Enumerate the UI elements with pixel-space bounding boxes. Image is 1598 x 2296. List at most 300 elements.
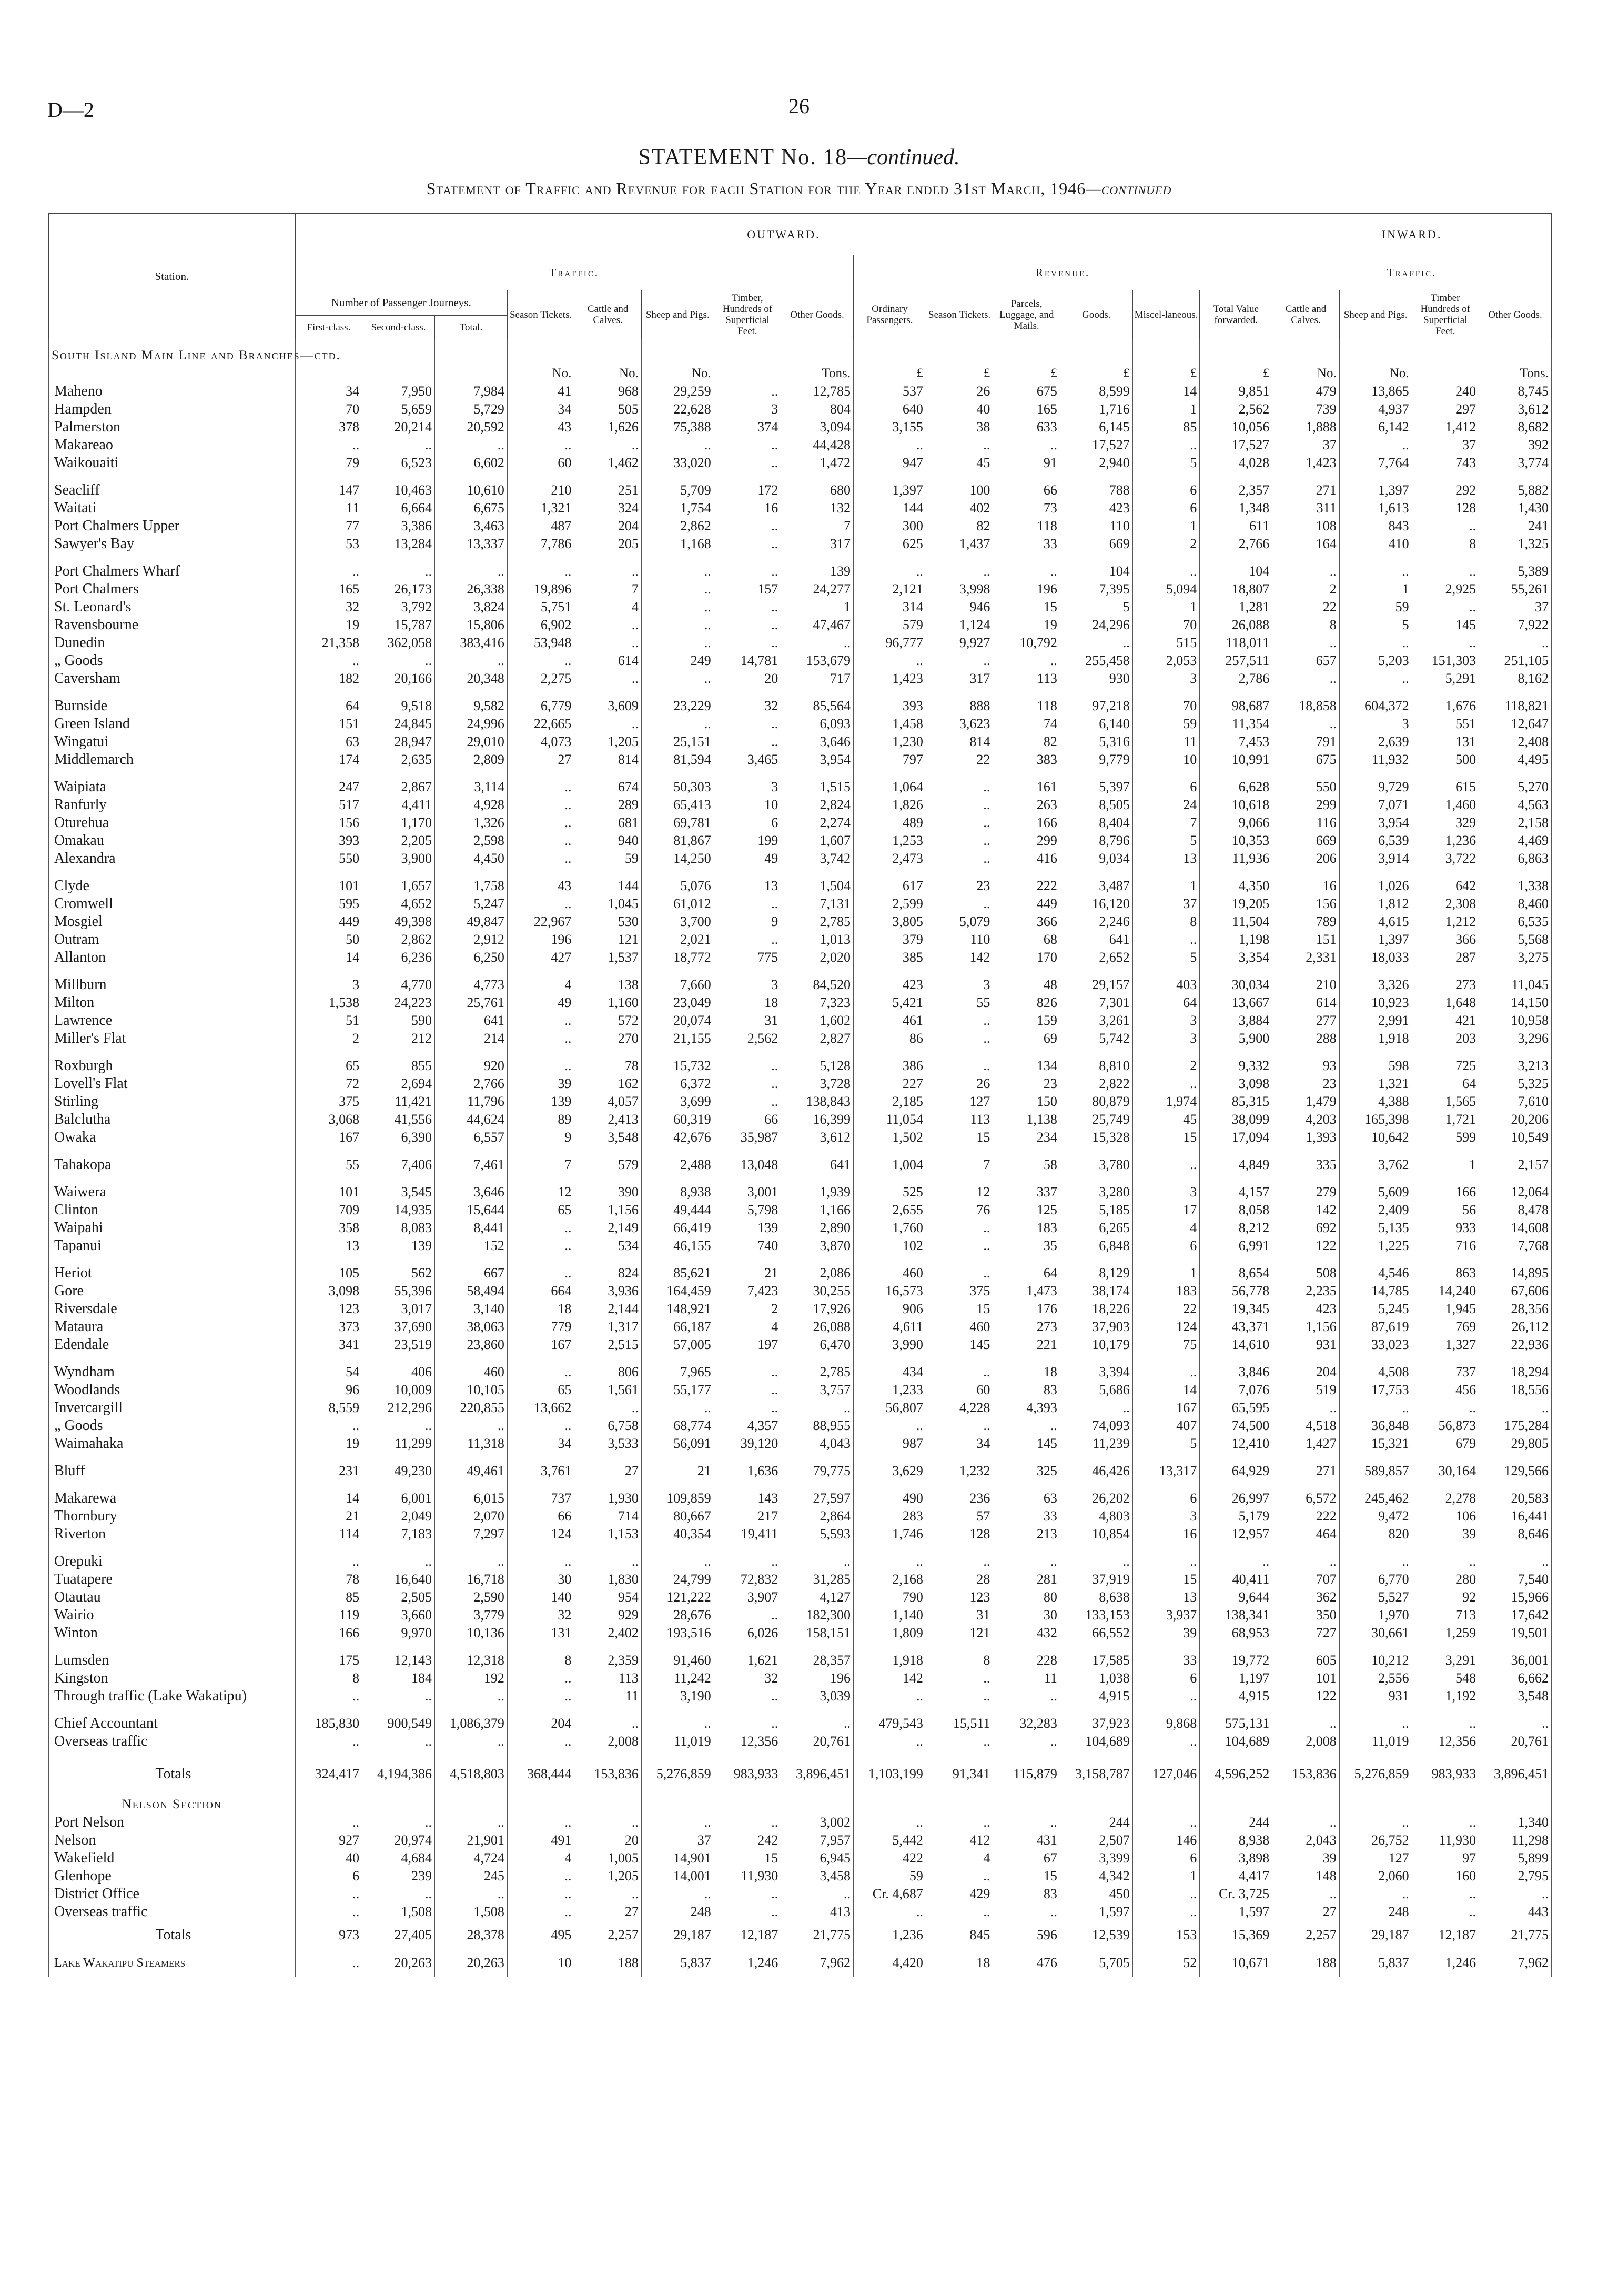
total-journeys-header: Total. [435,316,508,339]
data-cell: 3,896,451 [1479,1760,1552,1788]
data-cell: 8,745 [1479,382,1552,400]
data-cell: 7,076 [1200,1381,1272,1399]
data-cell: 32 [507,1606,574,1624]
data-cell: 70 [1132,616,1200,634]
data-cell: 7 [574,580,642,598]
data-cell: 495 [507,1921,574,1949]
data-cell: 60 [926,1381,993,1399]
station-name: Sawyer's Bay [49,535,296,553]
data-cell: 176 [993,1300,1060,1318]
data-cell: 12,318 [435,1651,508,1669]
spacer-cell [435,1705,508,1715]
data-cell: 4,518 [1272,1417,1340,1435]
data-cell: 15,787 [362,616,435,634]
data-cell: 1,607 [781,832,854,850]
data-cell: .. [574,670,642,688]
station-name: Gore [49,1282,296,1300]
data-cell: 5,709 [641,481,714,499]
station-row [49,1831,1552,1849]
data-cell: 18 [926,1949,993,1977]
station-name: Green Island [49,715,296,733]
data-cell: 920 [435,1057,508,1075]
station-row [49,1093,1552,1111]
spacer-cell [926,1255,993,1264]
data-cell: 12,410 [1200,1435,1272,1453]
data-cell: 2,864 [781,1507,854,1525]
data-cell: 128 [926,1525,993,1543]
data-cell: 6 [1132,1237,1200,1255]
data-cell: 247 [295,778,362,796]
data-cell: 25,761 [435,994,508,1012]
data-cell: 29,805 [1479,1435,1552,1453]
spacer-cell [1339,868,1412,877]
data-cell: .. [1200,1553,1272,1570]
spacer-cell [1339,1255,1412,1264]
data-cell: 19,501 [1479,1624,1552,1642]
data-cell: 11,242 [641,1669,714,1687]
data-cell: 182 [295,670,362,688]
data-cell: 26,088 [781,1318,854,1336]
station-name: Outram [49,931,296,949]
data-cell: 5,568 [1479,931,1552,949]
data-cell: 5,291 [1412,670,1479,688]
data-cell: .. [1339,1553,1412,1570]
data-cell: 617 [854,877,926,895]
data-cell: .. [926,1417,993,1435]
data-cell: 1,326 [435,814,508,832]
data-cell: 140 [507,1588,574,1606]
data-cell: 5,659 [362,400,435,418]
data-cell: 271 [1272,1462,1340,1480]
empty-cell [1060,1788,1132,1814]
first-class-header: First-class. [295,316,362,339]
station-row [49,1237,1552,1255]
station-name: Woodlands [49,1381,296,1399]
station-row [49,1903,1552,1921]
spacer-cell [49,1750,296,1760]
data-cell: .. [1339,436,1412,454]
spacer-cell [1339,1453,1412,1462]
data-cell: .. [1412,1399,1479,1417]
spacer-cell [1132,769,1200,778]
data-cell: 1,140 [854,1606,926,1624]
data-cell: .. [714,1606,781,1624]
data-cell: 432 [993,1624,1060,1642]
data-cell: 18,807 [1200,580,1272,598]
station-row [49,1867,1552,1885]
spacer-cell [295,688,362,697]
data-cell: 769 [1412,1318,1479,1336]
unit-label: £ [854,365,926,382]
data-cell: 779 [507,1318,574,1336]
data-cell: 13,048 [714,1156,781,1174]
data-cell: 1,538 [295,994,362,1012]
data-cell: .. [1060,634,1132,652]
data-cell: .. [714,1687,781,1705]
data-cell: .. [574,1715,642,1733]
data-cell: 5,270 [1479,778,1552,796]
data-cell: 9,970 [362,1624,435,1642]
data-cell: 30,661 [1339,1624,1412,1642]
data-cell: 789 [1272,913,1340,931]
data-cell: .. [1272,670,1340,688]
data-cell: 123 [295,1300,362,1318]
data-cell: 248 [641,1903,714,1921]
data-cell: 241 [1479,517,1552,535]
spacer-cell [854,688,926,697]
data-cell: 75 [1132,1336,1200,1354]
data-cell: 101 [1272,1669,1340,1687]
data-cell: 97 [1412,1849,1479,1867]
spacer-cell [926,1048,993,1057]
data-cell: .. [854,1903,926,1921]
empty-cell [1339,1788,1412,1814]
data-cell: 56 [1412,1201,1479,1219]
data-cell: .. [574,436,642,454]
station-row [49,715,1552,733]
data-cell: .. [926,895,993,913]
data-cell: 7,962 [781,1949,854,1977]
data-cell: 8,404 [1060,814,1132,832]
data-cell: 222 [1272,1507,1340,1525]
data-cell: 11,930 [1412,1831,1479,1849]
data-cell: .. [1339,1715,1412,1733]
data-cell: 10,958 [1479,1012,1552,1030]
station-row [49,634,1552,652]
station-name: Chief Accountant [49,1715,296,1733]
data-cell: 5,247 [435,895,508,913]
data-cell: 4 [507,976,574,994]
data-cell: 674 [574,778,642,796]
station-row [49,1715,1552,1733]
table-header [49,214,1552,339]
data-cell: 1,393 [1272,1129,1340,1146]
spacer-cell [507,1543,574,1553]
data-cell: .. [362,1885,435,1903]
data-cell: 3,780 [1060,1156,1132,1174]
data-cell: 3,094 [781,418,854,436]
station-name: Roxburgh [49,1057,296,1075]
data-cell: 4,157 [1200,1183,1272,1201]
data-cell: 4,915 [1200,1687,1272,1705]
data-cell: 110 [926,931,993,949]
unit-label: No. [574,365,642,382]
data-cell: 14,935 [362,1201,435,1219]
data-cell: 287 [1412,949,1479,966]
data-cell: .. [1272,1885,1340,1903]
spacer-cell [574,1480,642,1489]
data-cell: 1,918 [854,1651,926,1669]
data-cell: 3,399 [1060,1849,1132,1867]
data-cell: 5 [1339,616,1412,634]
data-cell: 449 [993,895,1060,913]
data-cell: 2,827 [781,1030,854,1048]
station-name: Thornbury [49,1507,296,1525]
data-cell: 148,921 [641,1300,714,1318]
data-cell: .. [641,1553,714,1570]
station-name: Clyde [49,877,296,895]
data-cell: 25,151 [641,733,714,751]
data-cell: 337 [993,1183,1060,1201]
data-cell: 47,467 [781,616,854,634]
data-cell: 34 [507,400,574,418]
station-row [49,454,1552,472]
data-cell: 2,639 [1339,733,1412,751]
data-cell: 8,460 [1479,895,1552,913]
data-cell: .. [362,1553,435,1570]
data-cell: 85 [1132,418,1200,436]
data-cell: 14,240 [1412,1282,1479,1300]
data-cell: 23 [926,877,993,895]
data-cell: 2,308 [1412,895,1479,913]
spacer-cell [781,966,854,976]
station-row [49,418,1552,436]
data-cell: .. [507,1237,574,1255]
data-cell: 1,156 [1272,1318,1340,1336]
data-cell: .. [507,850,574,868]
spacer-cell [1412,966,1479,976]
data-cell: 3,870 [781,1237,854,1255]
spacer-cell [993,868,1060,877]
data-cell: 4,411 [362,796,435,814]
data-cell: 714 [574,1507,642,1525]
data-cell: 7,965 [641,1363,714,1381]
data-cell: 14,608 [1479,1219,1552,1237]
data-cell: 33,020 [641,454,714,472]
data-cell: .. [714,382,781,400]
data-cell: .. [1479,1715,1552,1733]
data-cell: 210 [507,481,574,499]
data-cell: 26,202 [1060,1489,1132,1507]
data-cell: 5,705 [1060,1949,1132,1977]
data-cell: 3,722 [1412,850,1479,868]
data-cell: 13,337 [435,535,508,553]
data-cell: 148 [1272,1867,1340,1885]
data-cell: .. [1339,1814,1412,1831]
data-cell: 5,609 [1339,1183,1412,1201]
data-cell: 66 [993,481,1060,499]
spacer-cell [1272,1354,1340,1363]
empty-cell [1200,339,1272,365]
spacer-cell [1339,1705,1412,1715]
data-cell: 4,073 [507,733,574,751]
data-cell: 6,142 [1339,418,1412,436]
outward-header: OUTWARD. [295,214,1272,255]
station-row [49,670,1552,688]
data-cell: 7 [507,1156,574,1174]
data-cell: 2,257 [1272,1921,1340,1949]
data-cell: 13,667 [1200,994,1272,1012]
data-cell: 968 [574,382,642,400]
data-cell: .. [1132,1733,1200,1750]
data-cell: 1,246 [714,1949,781,1977]
data-cell: 185,830 [295,1715,362,1733]
data-cell: 44,624 [435,1111,508,1129]
data-cell: 461 [854,1012,926,1030]
spacer-cell [49,1705,296,1715]
data-cell: 3,326 [1339,976,1412,994]
data-cell: 19,205 [1200,895,1272,913]
data-cell: 26,173 [362,580,435,598]
data-cell: .. [362,562,435,580]
data-cell: 49,444 [641,1201,714,1219]
spacer-cell [926,472,993,481]
data-cell: 4 [1132,1219,1200,1237]
data-cell: 245 [435,1867,508,1885]
spacer-cell [993,1543,1060,1553]
data-cell: 72 [295,1075,362,1093]
spacer-cell [435,1642,508,1651]
station-row [49,976,1552,994]
data-cell: 142 [1272,1201,1340,1219]
data-cell: 255,458 [1060,652,1132,670]
data-cell: 1,760 [854,1219,926,1237]
spacer-cell [49,1642,296,1651]
data-cell: 548 [1412,1669,1479,1687]
data-cell: 3,774 [1479,454,1552,472]
data-cell: .. [714,1885,781,1903]
spacer-row [49,769,1552,778]
data-cell: 14,785 [1339,1282,1412,1300]
spacer-cell [641,1705,714,1715]
data-cell: 20,583 [1479,1489,1552,1507]
data-cell: 242 [714,1831,781,1849]
spacer-cell [1412,868,1479,877]
spacer-cell [714,553,781,562]
data-cell: 204 [1272,1363,1340,1381]
data-cell: 170 [993,949,1060,966]
data-cell: .. [714,535,781,553]
empty-cell [854,339,926,365]
spacer-cell [1479,1255,1552,1264]
spacer-cell [49,1354,296,1363]
data-cell: .. [295,1417,362,1435]
spacer-cell [1132,688,1200,697]
empty-cell [714,1788,781,1814]
data-cell: 19 [295,1435,362,1453]
data-cell: 88,955 [781,1417,854,1435]
data-cell: 124 [507,1525,574,1543]
data-cell: 83 [993,1381,1060,1399]
data-cell: 490 [854,1489,926,1507]
spacer-row [49,1453,1552,1462]
spacer-cell [507,1146,574,1156]
data-cell: .. [507,436,574,454]
data-cell: 6,470 [781,1336,854,1354]
data-cell: .. [714,616,781,634]
station-name: Mataura [49,1318,296,1336]
data-cell: 204 [507,1715,574,1733]
data-cell: 2,890 [781,1219,854,1237]
data-cell: 487 [507,517,574,535]
data-cell: 28 [926,1570,993,1588]
spacer-cell [781,1453,854,1462]
data-cell: 249 [641,652,714,670]
spacer-row [49,1174,1552,1183]
data-cell: 5,442 [854,1831,926,1849]
data-cell: .. [574,634,642,652]
data-cell: 2,049 [362,1507,435,1525]
spacer-row [49,553,1552,562]
data-cell: 11,299 [362,1435,435,1453]
data-cell: 22 [926,751,993,769]
data-cell: .. [1479,1399,1552,1417]
data-cell: 17,642 [1479,1606,1552,1624]
data-cell: .. [1132,1363,1200,1381]
data-cell: 5,135 [1339,1219,1412,1237]
data-cell: 157 [714,580,781,598]
data-cell: 2,599 [854,895,926,913]
spacer-row [49,1642,1552,1651]
data-cell: 26,752 [1339,1831,1412,1849]
data-cell: 3,291 [1412,1651,1479,1669]
data-cell: 64 [295,697,362,715]
spacer-cell [641,1354,714,1363]
station-row [49,832,1552,850]
spacer-cell [1272,1174,1340,1183]
data-cell: 100 [926,481,993,499]
data-cell: 525 [854,1183,926,1201]
data-cell: 1,412 [1412,418,1479,436]
data-cell: 17,527 [1200,436,1272,454]
data-cell: 422 [854,1849,926,1867]
spacer-cell [1200,1480,1272,1489]
data-cell: 641 [1060,931,1132,949]
data-cell: 1,397 [1339,931,1412,949]
station-row [49,877,1552,895]
data-cell: 36,001 [1479,1651,1552,1669]
data-cell: 83 [993,1885,1060,1903]
data-cell: 6,535 [1479,913,1552,931]
data-cell: 3,001 [714,1183,781,1201]
data-cell: 217 [714,1507,781,1525]
spacer-cell [435,1354,508,1363]
data-cell: .. [1132,1075,1200,1093]
spacer-cell [714,688,781,697]
data-cell: 6,991 [1200,1237,1272,1255]
data-cell: 1,602 [781,1012,854,1030]
data-cell: 2,409 [1339,1201,1412,1219]
data-cell: 67,606 [1479,1282,1552,1300]
data-cell: .. [781,1715,854,1733]
data-cell: .. [714,931,781,949]
data-cell: .. [714,562,781,580]
data-cell: 61,012 [641,895,714,913]
data-cell: 197 [714,1336,781,1354]
station-row [49,1057,1552,1075]
data-cell: .. [1272,634,1340,652]
station-row [49,814,1552,832]
spacer-cell [854,1480,926,1489]
data-cell: .. [714,436,781,454]
data-cell: 56,873 [1412,1417,1479,1435]
data-cell: 664 [507,1282,574,1300]
data-cell: 16,573 [854,1282,926,1300]
data-cell: 251,105 [1479,652,1552,670]
data-cell: 5 [1132,832,1200,850]
data-cell: 167 [507,1336,574,1354]
empty-cell [714,339,781,365]
empty-cell [1412,1788,1479,1814]
station-name: Maheno [49,382,296,400]
data-cell: 667 [435,1264,508,1282]
spacer-cell [574,1255,642,1264]
data-cell: 5,179 [1200,1507,1272,1525]
data-cell: .. [641,436,714,454]
data-cell: 362 [1272,1588,1340,1606]
station-row [49,1300,1552,1318]
data-cell: 19,896 [507,580,574,598]
